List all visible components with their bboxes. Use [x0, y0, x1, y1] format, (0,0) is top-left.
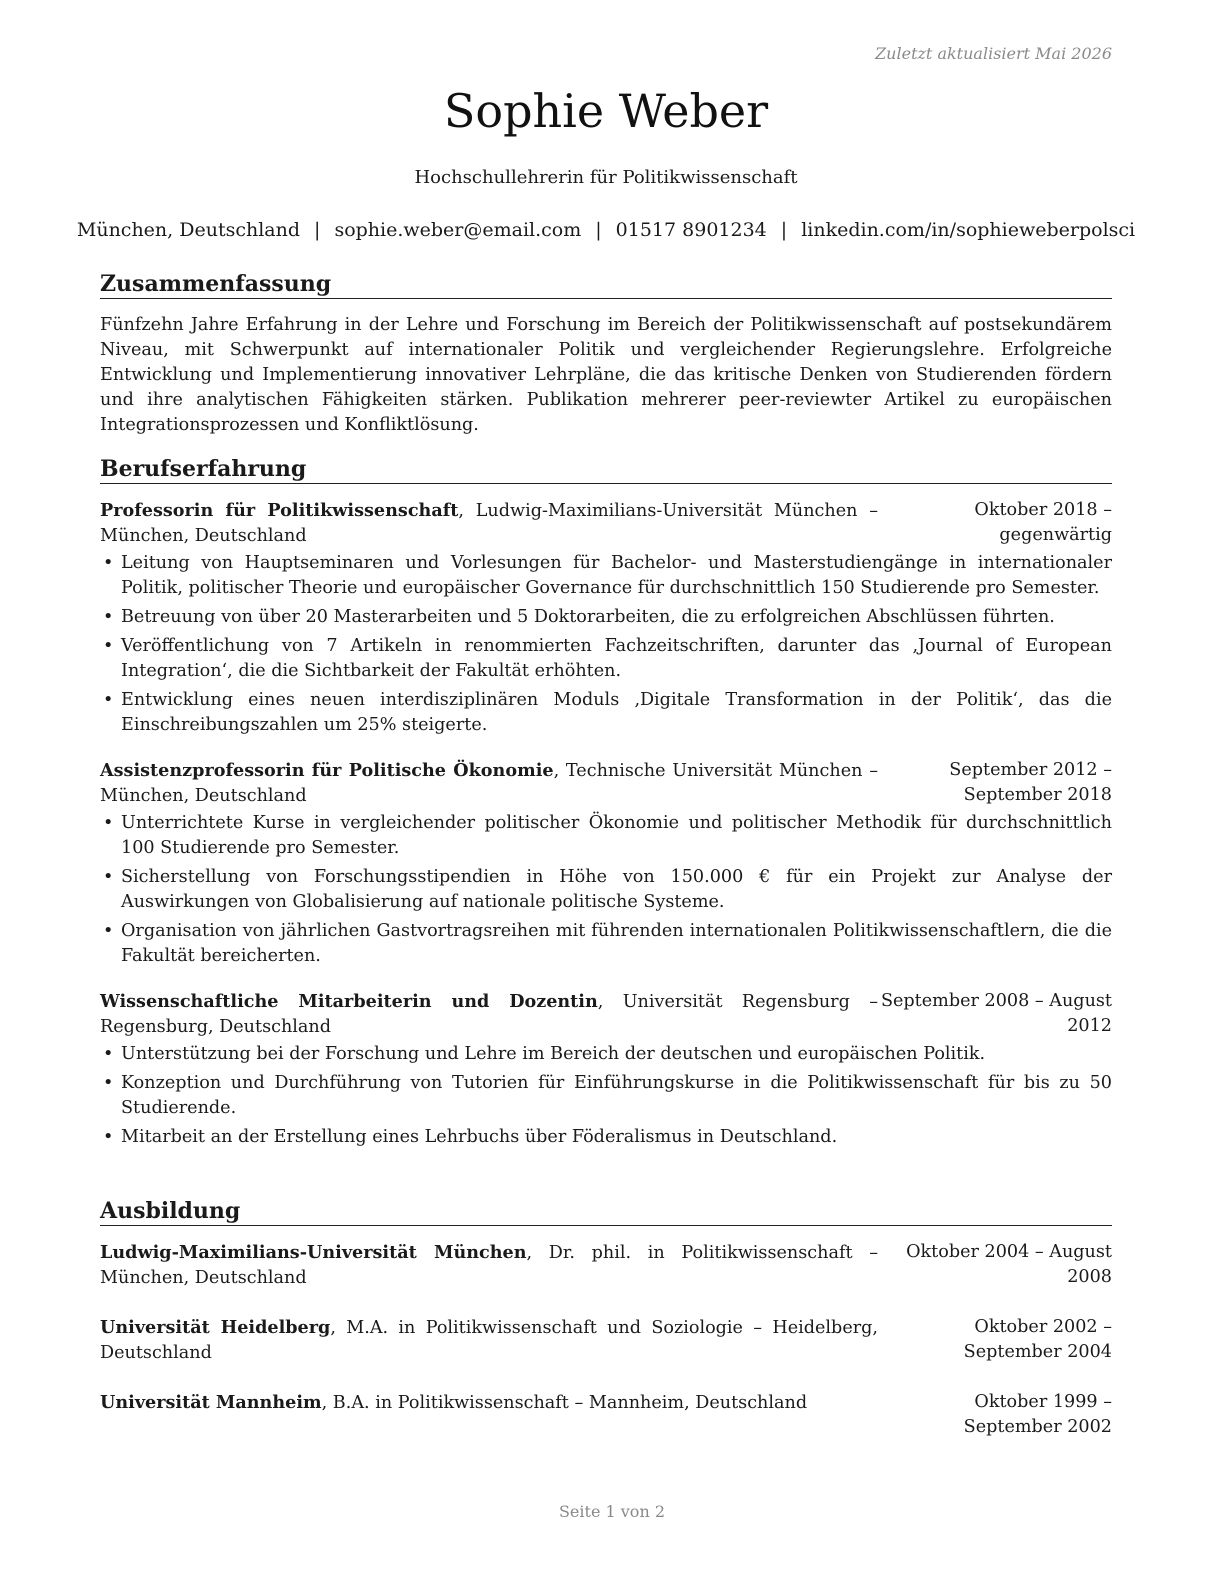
job-bullet: • Organisation von jährlichen Gastvortragsreihen mit führenden internationalen Politikwissenschaftlern, die die Fakultät bereicherten. [100, 919, 1112, 969]
job-bullet: • Veröffentlichung von 7 Artikeln in renommierten Fachzeitschriften, darunter das ‚Journal of European Integration‘, die die Sichtbarkeit der Fakultät erhöhten. [100, 634, 1112, 684]
contact-email[interactable]: sophie.weber@email.com [334, 219, 582, 241]
job-bullet: • Betreuung von über 20 Masterarbeiten und 5 Doktorarbeiten, die zu erfolgreichen Abschlüssen führten. [100, 605, 1112, 630]
education-detail: , B.A. in Politikwissenschaft – Mannheim, Deutschland [321, 1393, 808, 1413]
education-entry [100, 1240, 1112, 1291]
contact-phone: 01517 8901234 [615, 219, 767, 241]
candidate-title: Hochschullehrerin für Politikwissenschaft [414, 167, 798, 188]
job-bullets [100, 1042, 1112, 1150]
last-updated: Zuletzt aktualisiert Mai 2026 [875, 44, 1112, 63]
education-dates: Oktober 1999 – September 2002 [963, 1392, 1112, 1437]
education-detail: , M.A. in Politikwissenschaft und Soziologie – Heidelberg, Deutschland [100, 1318, 878, 1363]
section-heading-summary: Zusammenfassung [100, 270, 1112, 299]
contact-linkedin[interactable]: linkedin.com/in/sophieweberpolsci [801, 219, 1136, 241]
education-dates: Oktober 2004 – August 2008 [906, 1242, 1112, 1287]
job-org: , Technische Universität München – München, Deutschland [100, 761, 879, 806]
job-header [100, 758, 1112, 809]
job-entry [100, 989, 1112, 1150]
job-bullets [100, 551, 1112, 738]
education-school: Ludwig-Maximilians-Universität München [100, 1242, 527, 1263]
job-dates: Oktober 2018 – gegenwärtig [974, 500, 1112, 545]
contact-separator: | [780, 219, 788, 241]
section-heading-education: Ausbildung [100, 1197, 1112, 1226]
job-bullets [100, 811, 1112, 969]
job-dates: September 2008 – August 2012 [880, 991, 1112, 1036]
job-entry [100, 758, 1112, 969]
summary-text: Fünfzehn Jahre Erfahrung in der Lehre und Forschung im Bereich der Politikwissenschaft auf postsekundärem Niveau, mit Schwerpunkt auf internationaler Politik und vergleichender Regierungslehre. Erfolgreiche Entwicklung und Implementierung innovativer Lehrpläne, die das kritische Denken von Studierenden fördern und ihre analytischen Fähigkeiten stärken. Publikation mehrerer peer-reviewter Artikel zu europäischen Integrationsprozessen und Konfliktlösung. [100, 315, 1112, 435]
education-school: Universität Mannheim [100, 1392, 322, 1413]
job-bullet: • Unterrichtete Kurse in vergleichender politischer Ökonomie und politischer Methodik für durchschnittlich 100 Studierende pro Semester. [100, 811, 1112, 861]
job-title: Assistenzprofessorin für Politische Ökonomie [100, 760, 554, 781]
job-bullet: • Unterstützung bei der Forschung und Lehre im Bereich der deutschen und europäischen Politik. [100, 1042, 1112, 1067]
contact-location: München, Deutschland [76, 219, 301, 241]
education-entry [100, 1390, 1112, 1440]
education-school: Universität Heidelberg [100, 1317, 331, 1338]
job-bullet: • Leitung von Hauptseminaren und Vorlesungen für Bachelor- und Masterstudiengänge in internationaler Politik, politischer Theorie und europäischer Governance für durchschnittlich 150 Studierende pro Semester. [100, 551, 1112, 601]
education-entry [100, 1315, 1112, 1366]
job-org: , Universität Regensburg – Regensburg, Deutschland [100, 992, 878, 1037]
candidate-name: Sophie Weber [443, 84, 769, 138]
contact-separator: | [595, 219, 602, 241]
job-header [100, 989, 1112, 1040]
page-number: Seite 1 von 2 [558, 1502, 666, 1521]
job-dates: September 2012 – September 2018 [949, 760, 1112, 805]
education-section [100, 1197, 1112, 1440]
job-bullet: • Entwicklung eines neuen interdisziplinären Moduls ‚Digitale Transformation in der Politik‘, das die Einschreibungszahlen um 25% steigerte. [100, 688, 1112, 738]
job-bullet: • Mitarbeit an der Erstellung eines Lehrbuchs über Föderalismus in Deutschland. [100, 1125, 1112, 1150]
experience-section [100, 455, 1112, 1154]
section-heading-experience: Berufserfahrung [100, 455, 1112, 484]
job-bullet: • Sicherstellung von Forschungsstipendien in Höhe von 150.000 € für ein Projekt zur Analyse der Auswirkungen von Globalisierung auf nationale politische Systeme. [100, 865, 1112, 915]
contact-separator: | [314, 219, 321, 241]
job-header [100, 498, 1112, 549]
job-bullet: • Konzeption und Durchführung von Tutorien für Einführungskurse in die Politikwissenschaft für bis zu 50 Studierende. [100, 1071, 1112, 1121]
job-org: , Ludwig-Maximilians-Universität München – München, Deutschland [100, 501, 879, 546]
contact-line [60, 219, 1152, 241]
job-title: Wissenschaftliche Mitarbeiterin und Dozentin [100, 991, 598, 1012]
job-title: Professorin für Politikwissenschaft [100, 500, 459, 521]
summary-section [100, 270, 1112, 438]
job-entry [100, 498, 1112, 738]
education-detail: , Dr. phil. in Politikwissenschaft – München, Deutschland [100, 1243, 878, 1288]
education-dates: Oktober 2002 – September 2004 [963, 1317, 1112, 1362]
